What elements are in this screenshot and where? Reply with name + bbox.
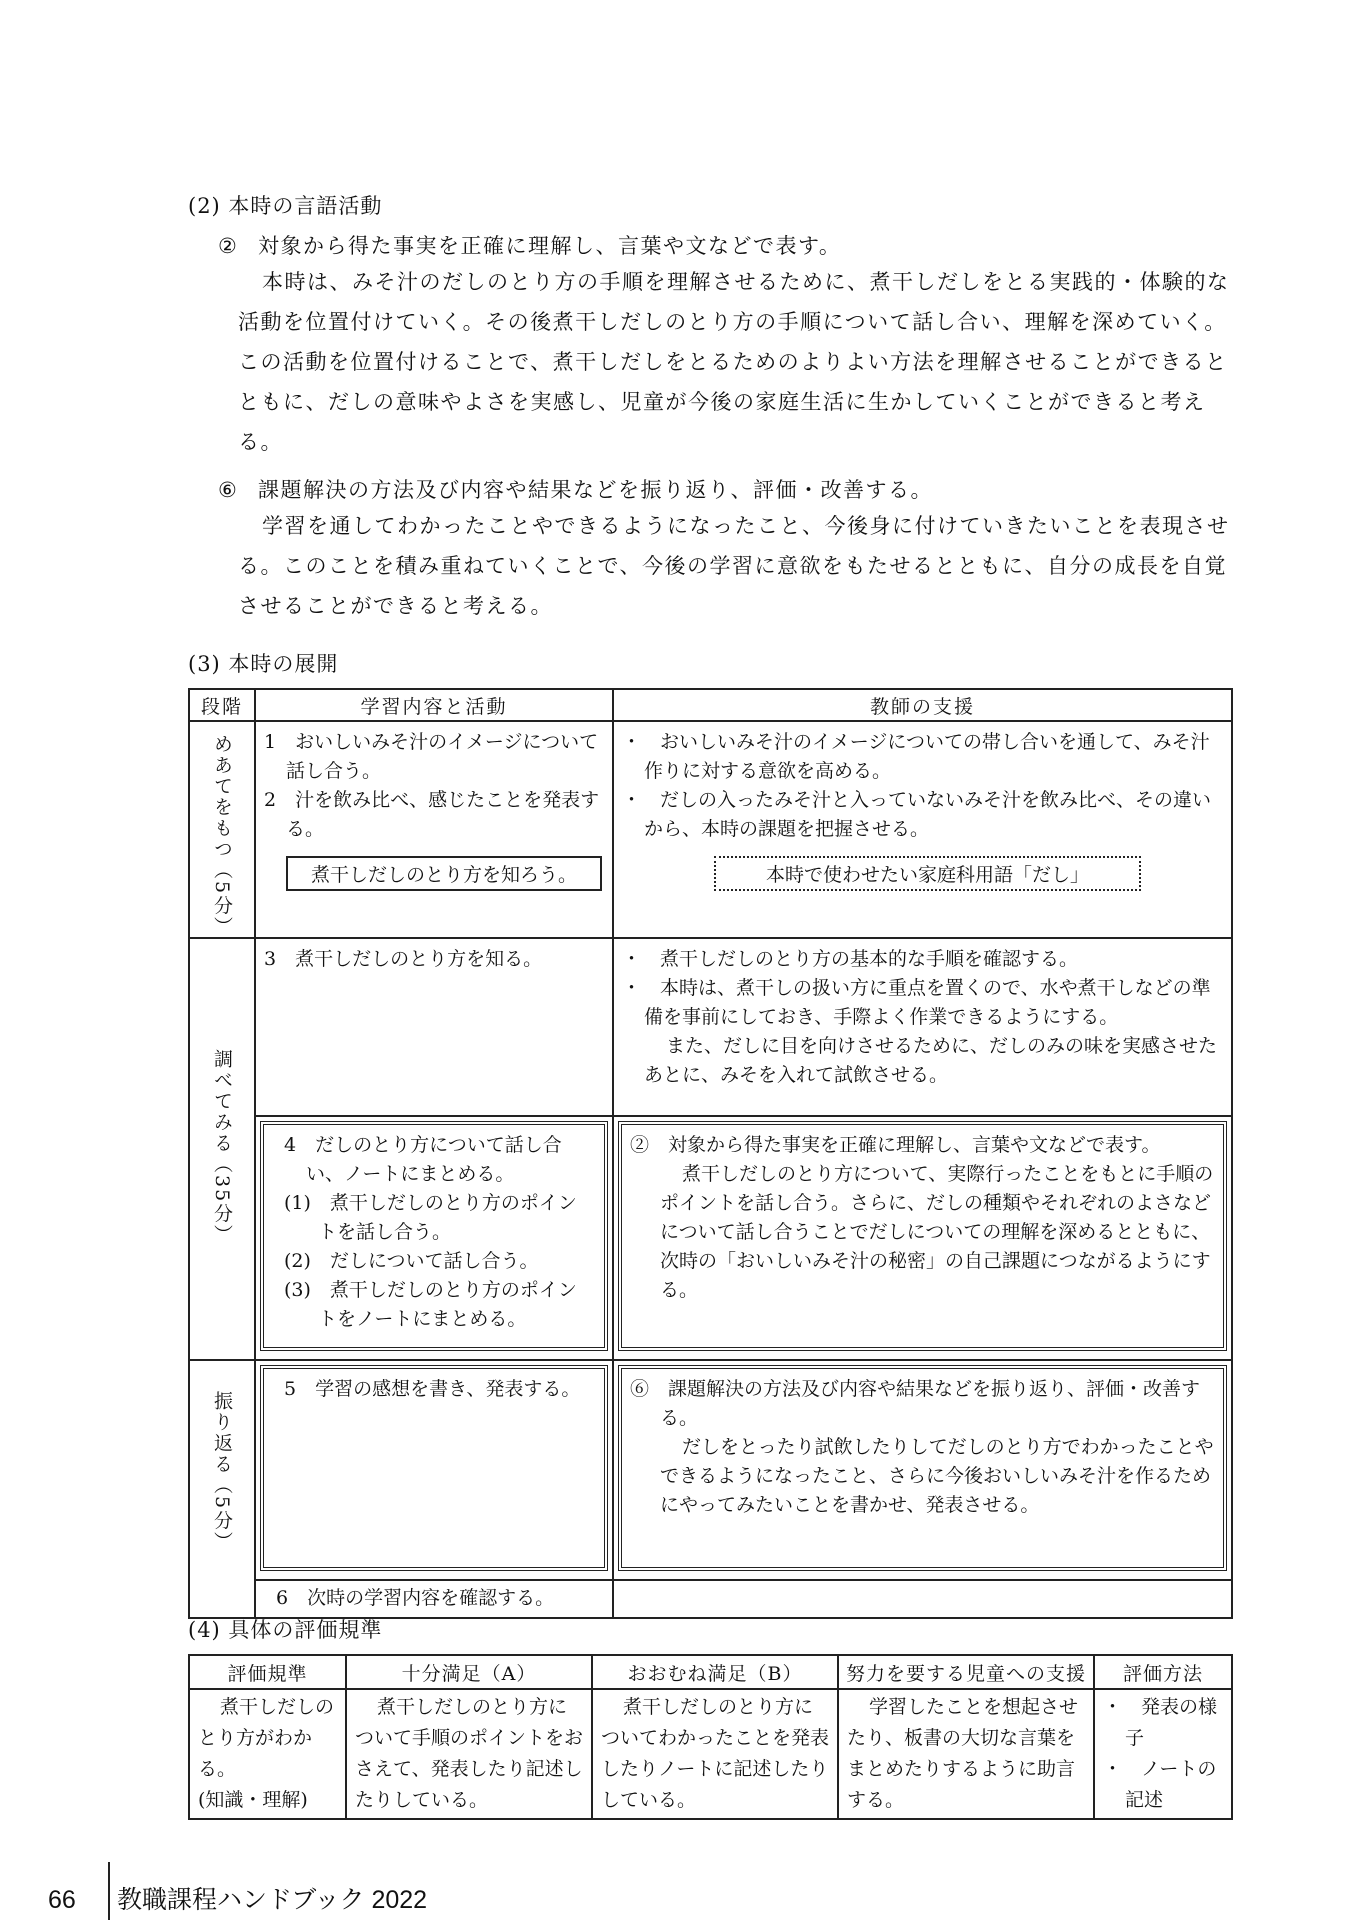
eval-header: 評価規準 — [189, 1655, 346, 1689]
support-line: ・ だしの入ったみそ汁と入っていないみそ汁を飲み比べ、その違いから、本時の課題を把握させる。 — [622, 789, 1212, 840]
activity-subline: (2) だしについて話し合う。 — [284, 1250, 539, 1273]
support-cell — [613, 938, 1232, 1116]
support-cell — [613, 1580, 1232, 1618]
activity-line: 1 おいしいみそ汁のイメージについて話し合う。 — [264, 731, 599, 782]
activity-subline: (1) 煮干しだしのとり方のポイントを話し合う。 — [284, 1192, 577, 1244]
eval-header: 努力を要する児童への支援 — [838, 1655, 1094, 1689]
book-title: 教職課程ハンドブック 2022 — [117, 1886, 428, 1914]
activity-cell — [255, 721, 613, 938]
term-dotted-box: 本時で使わせたい家庭科用語「だし」 — [714, 856, 1141, 891]
item-title: 課題解決の方法及び内容や結果などを振り返り、評価・改善する。 — [258, 478, 933, 502]
stage-label: 振り返る（5分） — [211, 1391, 233, 1553]
activity-2-title — [218, 230, 841, 260]
stage-cell — [189, 938, 255, 1360]
stage-cell — [189, 721, 255, 938]
activity-highlight-box — [260, 1365, 608, 1571]
activity-cell — [255, 1116, 613, 1360]
activity-2-body: 本時は、みそ汁のだしのとり方の手順を理解させるために、煮干しだしをとる実践的・体験的な活動を位置付けていく。その後煮干しだしのとり方の手順について話し合い、理解を深めていく。この活動を位置付けることで、煮干しだしをとるためのよりよい方法を理解させることができるとともに、だしの意味やよさを実感し、児童が今後の家庭生活に生かしていくことができると考える。 — [238, 270, 1230, 454]
stage-cell — [189, 1360, 255, 1618]
eval-header: 評価方法 — [1094, 1655, 1232, 1689]
eval-cell-method — [1094, 1689, 1232, 1819]
eval-criterion: 煮干しだしのとり方がわかる。 — [198, 1696, 335, 1780]
eval-cell-support: 学習したことを想起させたり、板書の大切な言葉をまとめたりするように助言する。 — [838, 1689, 1094, 1819]
support-line: また、だしに目を向けさせるために、だしのみの味を実感させたあとに、みそを入れて試飲させる。 — [644, 1035, 1218, 1087]
item-number: ② — [218, 234, 239, 258]
support-line: ・ 煮干しだしのとり方の基本的な手順を確認する。 — [622, 948, 1079, 971]
activity-line: 5 学習の感想を書き、発表する。 — [284, 1378, 581, 1401]
eval-header: 十分満足（A） — [346, 1655, 592, 1689]
activity-line: 4 だしのとり方について話し合い、ノートにまとめる。 — [284, 1134, 562, 1186]
header-support: 教師の支援 — [613, 689, 1232, 721]
lesson-goal-box: 煮干しだしのとり方を知ろう。 — [286, 856, 602, 891]
eval-header: おおむね満足（B） — [592, 1655, 838, 1689]
eval-criterion-type: (知識・理解) — [198, 1789, 308, 1811]
activity-6-body: 学習を通してわかったことやできるようになったこと、今後身に付けていきたいことを表現させる。このことを積み重ねていくことで、今後の学習に意欲をもたせるとともに、自分の成長を自覚させることができると考える。 — [238, 514, 1230, 618]
page-number: 66 — [48, 1886, 76, 1914]
activity-line: 6 次時の学習内容を確認する。 — [276, 1587, 555, 1610]
support-body: だしをとったり試飲したりしてだしのとり方でわかったことやできるようになったこと、さらに今後おいしいみそ汁を作るためにやってみたいことを書かせ、発表させる。 — [660, 1436, 1214, 1517]
support-line: ・ 本時は、煮干しの扱い方に重点を置くので、水や煮干しなどの準備を事前にしておき、手際よく作業できるようにする。 — [622, 977, 1211, 1029]
item-number: ⑥ — [218, 478, 239, 502]
support-highlight-box — [618, 1121, 1227, 1351]
support-title: ② 対象から得た事実を正確に理解し、言葉や文などで表す。 — [630, 1134, 1161, 1157]
eval-cell — [189, 1689, 346, 1819]
header-activity: 学習内容と活動 — [255, 689, 613, 721]
support-title: ⑥ 課題解決の方法及び内容や結果などを振り返り、評価・改善する。 — [630, 1378, 1201, 1430]
activity-cell — [255, 938, 613, 1116]
lesson-flow-table — [188, 688, 1233, 1619]
activity-subline: (3) 煮干しだしのとり方のポイントをノートにまとめる。 — [284, 1279, 577, 1331]
eval-method-line: ・ 発表の様子 — [1103, 1696, 1218, 1749]
activity-cell — [255, 1580, 613, 1618]
activity-highlight-box — [260, 1121, 608, 1351]
section-4-heading: (4) 具体の評価規準 — [188, 1618, 383, 1642]
stage-label: めあてをもつ（5分） — [211, 734, 233, 938]
eval-method-line: ・ ノートの記述 — [1103, 1758, 1217, 1811]
header-stage: 段階 — [189, 689, 255, 721]
support-cell — [613, 1116, 1232, 1360]
page-footer — [48, 1880, 427, 1916]
activity-cell — [255, 1360, 613, 1580]
eval-cell-b: 煮干しだしのとり方についてわかったことを発表したりノートに記述したりしている。 — [592, 1689, 838, 1819]
activity-line: 2 汁を飲み比べ、感じたことを発表する。 — [264, 789, 600, 840]
support-highlight-box — [618, 1365, 1227, 1571]
support-line: ・ おいしいみそ汁のイメージについての帯し合いを通して、みそ汁作りに対する意欲を高める。 — [622, 731, 1210, 782]
eval-cell-a: 煮干しだしのとり方について手順のポイントをおさえて、発表したり記述したりしている。 — [346, 1689, 592, 1819]
evaluation-table — [188, 1654, 1233, 1820]
item-title: 対象から得た事実を正確に理解し、言葉や文などで表す。 — [258, 234, 842, 258]
section-3-heading: (3) 本時の展開 — [188, 652, 339, 676]
support-body: 煮干しだしのとり方について、実際行ったことをもとに手順のポイントを話し合う。さらに、だしの種類やそれぞれのよさなどについて話し合うことでだしについての理解を深めるとともに、次時の「おいしいみそ汁の秘密」の自己課題につながるようにする。 — [660, 1163, 1214, 1302]
activity-line: 3 煮干しだしのとり方を知る。 — [264, 948, 543, 971]
section-2-heading: (2) 本時の言語活動 — [188, 194, 383, 218]
stage-label: 調べてみる（35分） — [211, 1049, 233, 1246]
support-cell — [613, 1360, 1232, 1580]
activity-6-title — [218, 474, 933, 504]
support-cell — [613, 721, 1232, 938]
